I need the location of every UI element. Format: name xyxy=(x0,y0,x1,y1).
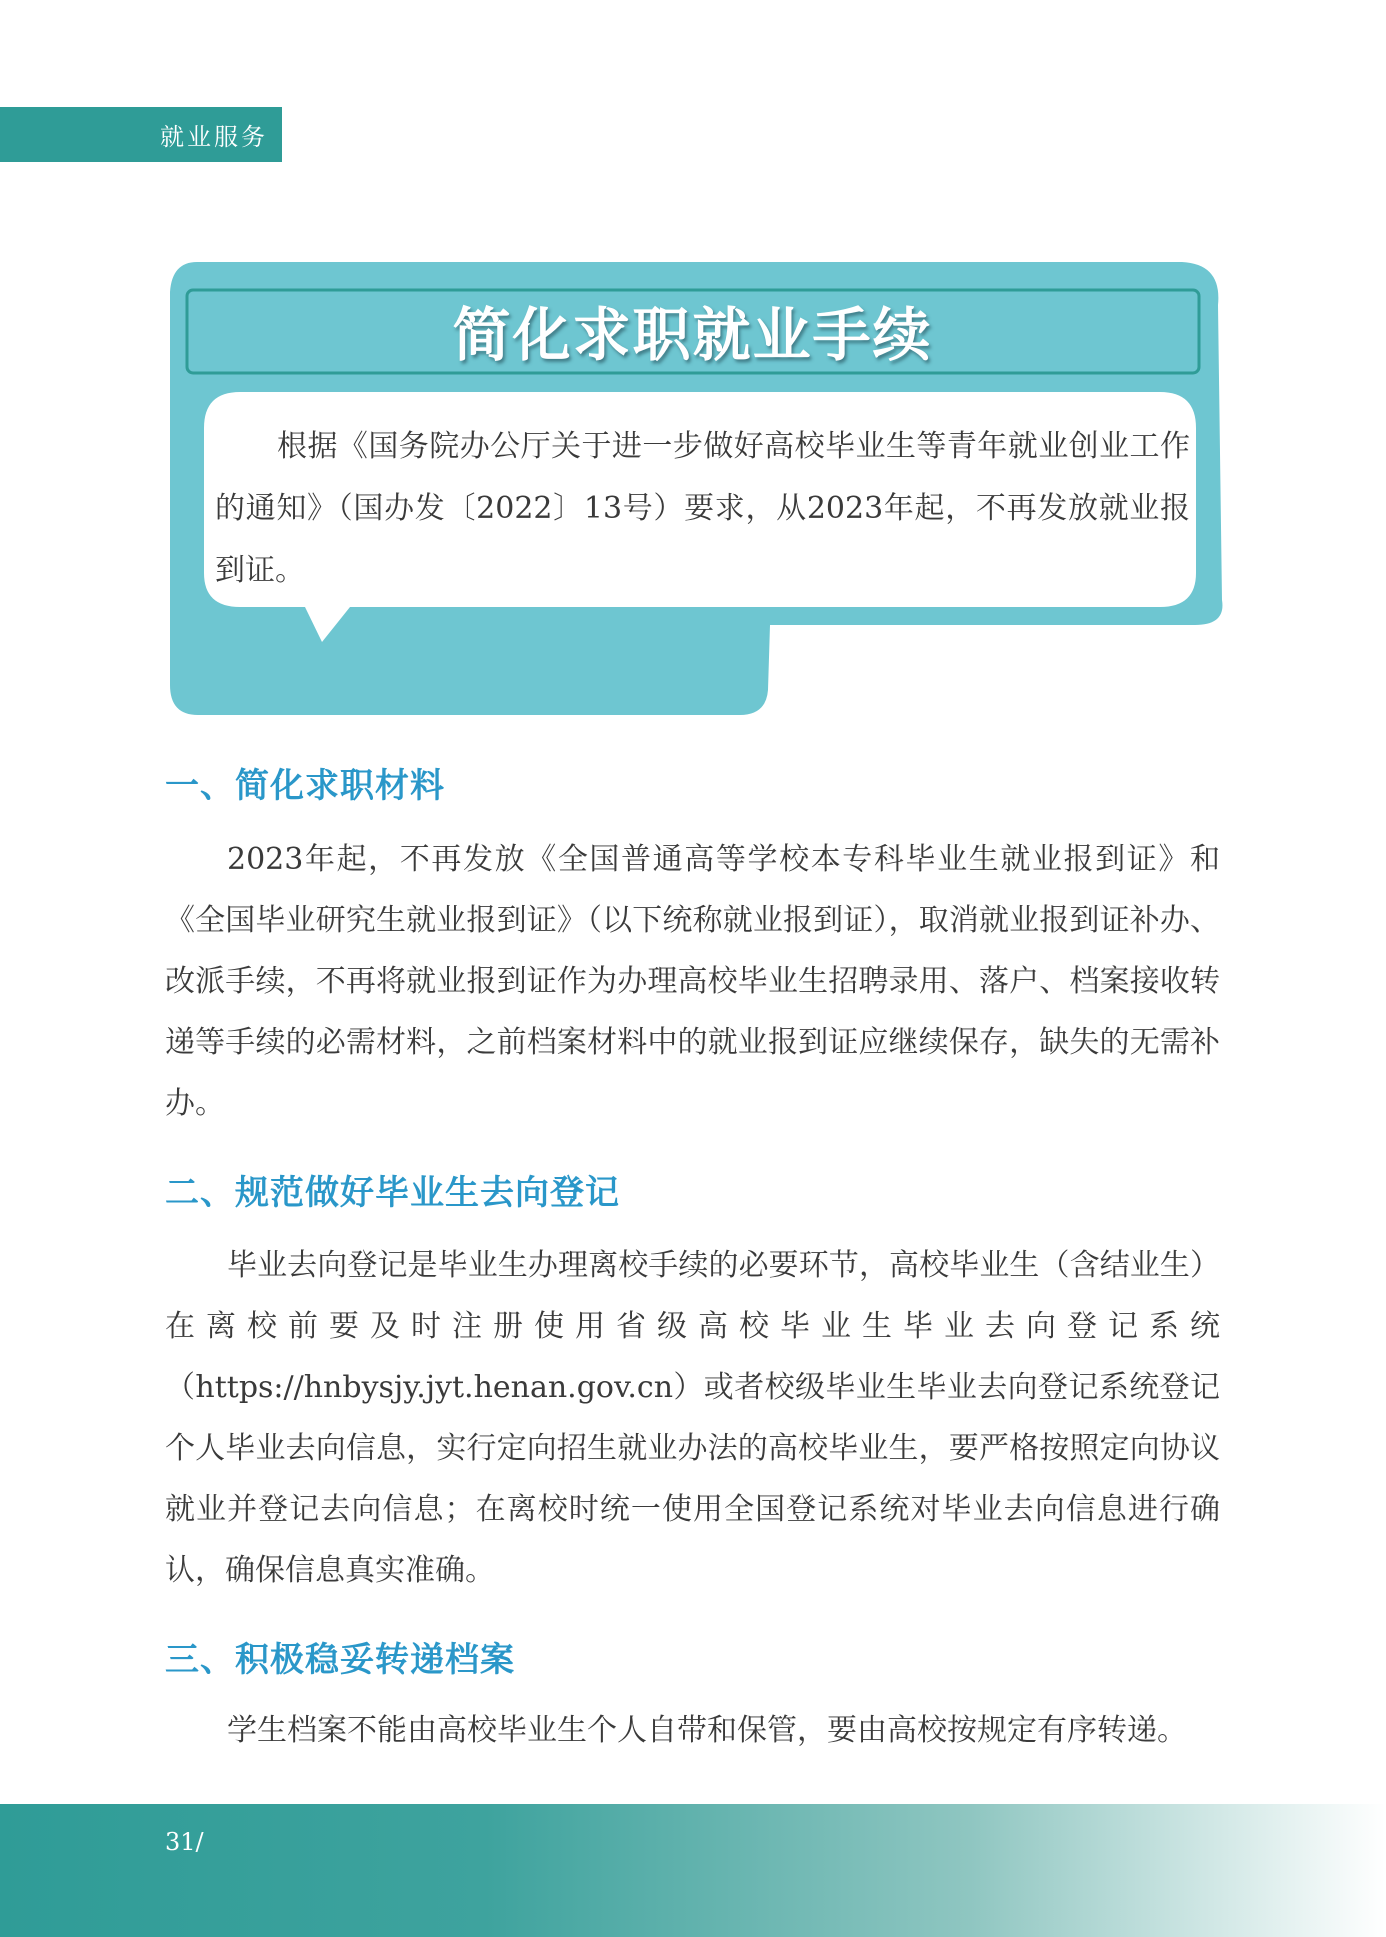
section-header-tab: 就业服务 xyxy=(0,107,282,162)
banner-text: 根据《国务院办公厅关于进一步做好高校毕业生等青年就业创业工作的通知》（国办发〔2022〕13号）要求，从2023年起，不再发放就业报到证。 xyxy=(215,429,1190,588)
banner-title: 简化求职就业手续 xyxy=(452,301,933,369)
section-body-3: 学生档案不能由高校毕业生个人自带和保管，要由高校按规定有序转递。 xyxy=(227,1713,1187,1748)
section-heading-3: 三、积极稳妥转递档案 xyxy=(165,1640,515,1680)
section-body-2: 毕业去向登记是毕业生办理离校手续的必要环节，高校毕业生（含结业生）在离校前要及时注册使用省级高校毕业生毕业去向登记系统（https://hnbysjy.jyt.henan.gov.cn）或者校级毕业生毕业去向登记系统登记个人毕业去向信息，实行定向招生就业办法的高校毕业生，要严格按照定向协议就业并登记去向信息；在离校时统一使用全国登记系统对毕业去向信息进行确认，确保信息真实准确。 xyxy=(165,1248,1220,1588)
section-body-1: 2023年起，不再发放《全国普通高等学校本专科毕业生就业报到证》和《全国毕业研究生就业报到证》（以下统称就业报到证），取消就业报到证补办、改派手续，不再将就业报到证作为办理高校毕业生招聘录用、落户、档案接收转递等手续的必需材料，之前档案材料中的就业报到证应继续保存，缺失的无需补办。 xyxy=(165,842,1220,1121)
page-number: 31/ xyxy=(165,1828,204,1856)
footer-band xyxy=(0,1804,1386,1937)
section-heading-2: 二、规范做好毕业生去向登记 xyxy=(165,1173,620,1213)
section-heading-1: 一、简化求职材料 xyxy=(165,766,445,806)
